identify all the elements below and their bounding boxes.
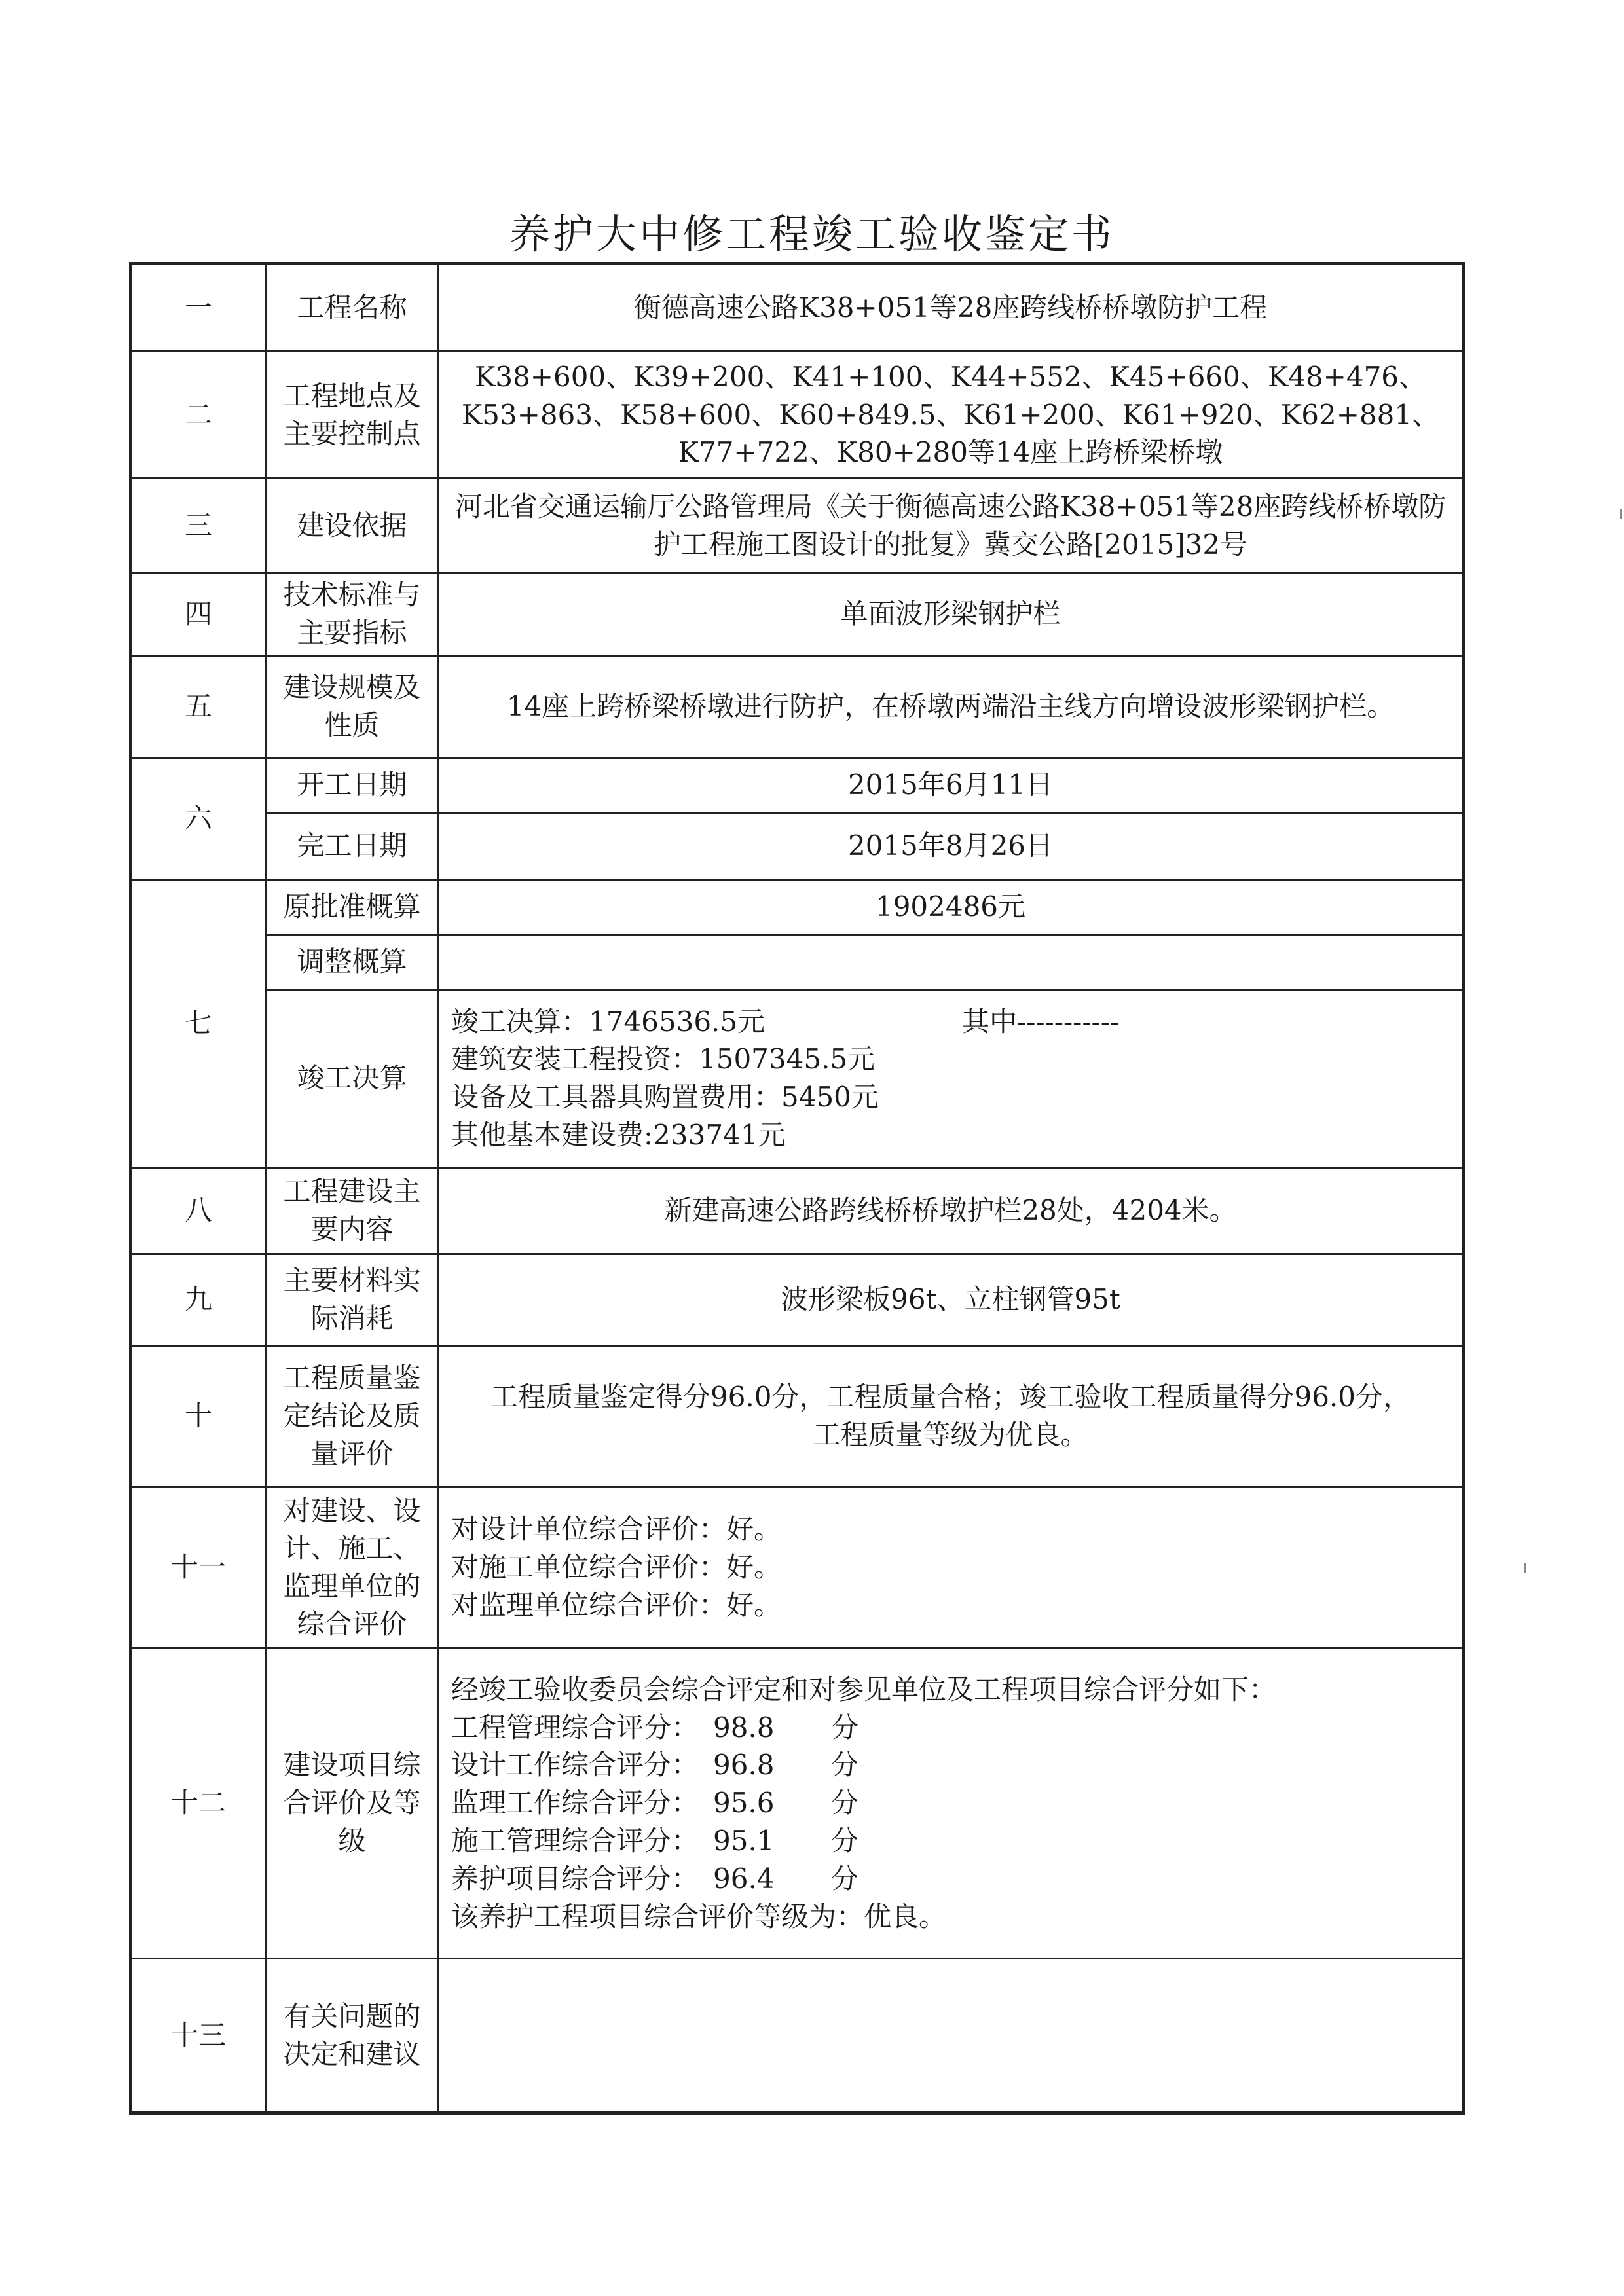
row-number: 十二 <box>131 1648 266 1958</box>
acceptance-form-table <box>129 262 1465 2115</box>
table-row <box>131 1254 1464 1345</box>
final-account-value <box>439 989 1464 1167</box>
overall-rating-value <box>439 1648 1464 1958</box>
score-label: 监理工作综合评分： <box>451 1787 699 1819</box>
row-number: 十一 <box>131 1487 266 1648</box>
table-row <box>131 757 1464 812</box>
end-date-value: 2015年8月26日 <box>439 812 1464 879</box>
final-account-equipment: 设备及工具器具购置费用：5450元 <box>451 1081 879 1114</box>
score-value: 96.8 <box>713 1749 775 1781</box>
row-number: 八 <box>131 1167 266 1254</box>
score-value: 98.8 <box>713 1711 775 1743</box>
row-label-adjusted-budget: 调整概算 <box>266 934 439 989</box>
quality-line-1: 工程质量鉴定得分96.0分，工程质量合格；竣工验收工程质量得分96.0分， <box>490 1381 1411 1413</box>
location-value: K38+600、K39+200、K41+100、K44+552、K45+660、K48+476、K53+863、K58+600、K60+849.5、K61+200、K61+920、K62+881、K77+722、K80+280等14座上跨桥梁桥墩 <box>439 352 1464 479</box>
score-value: 95.6 <box>713 1787 775 1819</box>
table-row <box>131 264 1464 352</box>
row-number: 九 <box>131 1254 266 1345</box>
score-row <box>451 1746 1450 1784</box>
row-label-original-budget: 原批准概算 <box>266 879 439 934</box>
final-account-total: 竣工决算：1746536.5元 <box>451 1005 766 1038</box>
row-number: 三 <box>131 479 266 573</box>
row-number: 五 <box>131 655 266 757</box>
evaluation-design: 对设计单位综合评价：好。 <box>451 1513 782 1546</box>
table-row <box>131 934 1464 989</box>
evaluation-value <box>439 1487 1464 1648</box>
row-label-start-date: 开工日期 <box>266 757 439 812</box>
row-number: 一 <box>131 264 266 352</box>
evaluation-supervision: 对监理单位综合评价：好。 <box>451 1589 782 1622</box>
row-label-project-name: 工程名称 <box>266 264 439 352</box>
score-unit: 分 <box>831 1787 859 1819</box>
overall-rating-intro: 经竣工验收委员会综合评定和对参见单位及工程项目综合评分如下： <box>451 1673 1277 1705</box>
row-number: 十三 <box>131 1958 266 2113</box>
adjusted-budget-value <box>439 934 1464 989</box>
final-account-other: 其他基本建设费:233741元 <box>451 1119 786 1152</box>
row-label-quality: 工程质量鉴定结论及质量评价 <box>266 1345 439 1487</box>
overall-rating-conclusion: 该养护工程项目综合评价等级为：优良。 <box>451 1901 947 1933</box>
score-unit: 分 <box>831 1749 859 1781</box>
standard-value: 单面波形梁钢护栏 <box>439 573 1464 656</box>
score-value: 95.1 <box>713 1825 775 1857</box>
materials-value: 波形梁板96t、立柱钢管95t <box>439 1254 1464 1345</box>
main-content-value: 新建高速公路跨线桥桥墩护栏28处，4204米。 <box>439 1167 1464 1254</box>
table-row <box>131 1345 1464 1487</box>
table-row <box>131 1167 1464 1254</box>
row-label-evaluation: 对建设、设计、施工、监理单位的综合评价 <box>266 1487 439 1648</box>
row-label-decisions: 有关问题的决定和建议 <box>266 1958 439 2113</box>
score-label: 工程管理综合评分： <box>451 1711 699 1743</box>
table-row <box>131 352 1464 479</box>
score-label: 设计工作综合评分： <box>451 1749 699 1781</box>
row-number: 七 <box>131 879 266 1167</box>
row-number: 四 <box>131 573 266 656</box>
row-label-standard: 技术标准与主要指标 <box>266 573 439 656</box>
row-label-location: 工程地点及主要控制点 <box>266 352 439 479</box>
score-label: 养护项目综合评分： <box>451 1863 699 1895</box>
score-row <box>451 1709 1450 1747</box>
table-row <box>131 812 1464 879</box>
score-label: 施工管理综合评分： <box>451 1825 699 1857</box>
table-row <box>131 655 1464 757</box>
table-row <box>131 989 1464 1167</box>
start-date-value: 2015年6月11日 <box>439 757 1464 812</box>
row-label-basis: 建设依据 <box>266 479 439 573</box>
table-row <box>131 1958 1464 2113</box>
score-row <box>451 1784 1450 1822</box>
project-name-value: 衡德高速公路K38+051等28座跨线桥桥墩防护工程 <box>439 264 1464 352</box>
score-value: 96.4 <box>713 1863 775 1895</box>
table-row <box>131 573 1464 656</box>
scan-mark <box>1620 509 1622 519</box>
original-budget-value: 1902486元 <box>439 879 1464 934</box>
score-unit: 分 <box>831 1825 859 1857</box>
score-unit: 分 <box>831 1711 859 1743</box>
table-row <box>131 879 1464 934</box>
score-row <box>451 1822 1450 1860</box>
row-label-final-account: 竣工决算 <box>266 989 439 1167</box>
quality-value <box>439 1345 1464 1487</box>
decisions-value <box>439 1958 1464 2113</box>
evaluation-construction: 对施工单位综合评价：好。 <box>451 1551 782 1584</box>
table-row <box>131 1487 1464 1648</box>
final-account-note: 其中----------- <box>962 1005 1120 1038</box>
row-label-materials: 主要材料实际消耗 <box>266 1254 439 1345</box>
score-unit: 分 <box>831 1863 859 1895</box>
basis-value: 河北省交通运输厅公路管理局《关于衡德高速公路K38+051等28座跨线桥桥墩防护工程施工图设计的批复》冀交公路[2015]32号 <box>439 479 1464 573</box>
row-label-main-content: 工程建设主要内容 <box>266 1167 439 1254</box>
row-label-scale: 建设规模及性质 <box>266 655 439 757</box>
document-title: 养护大中修工程竣工验收鉴定书 <box>509 210 1115 258</box>
row-number: 二 <box>131 352 266 479</box>
row-label-end-date: 完工日期 <box>266 812 439 879</box>
row-label-overall-rating: 建设项目综合评价及等级 <box>266 1648 439 1958</box>
row-number: 六 <box>131 757 266 879</box>
row-number: 十 <box>131 1345 266 1487</box>
table-row <box>131 479 1464 573</box>
table-row <box>131 1648 1464 1958</box>
final-account-construction: 建筑安装工程投资：1507345.5元 <box>451 1043 876 1076</box>
quality-line-2: 工程质量等级为优良。 <box>813 1419 1088 1451</box>
scan-mark <box>1524 1563 1526 1573</box>
scale-value: 14座上跨桥梁桥墩进行防护，在桥墩两端沿主线方向增设波形梁钢护栏。 <box>439 655 1464 757</box>
score-row <box>451 1860 1450 1898</box>
